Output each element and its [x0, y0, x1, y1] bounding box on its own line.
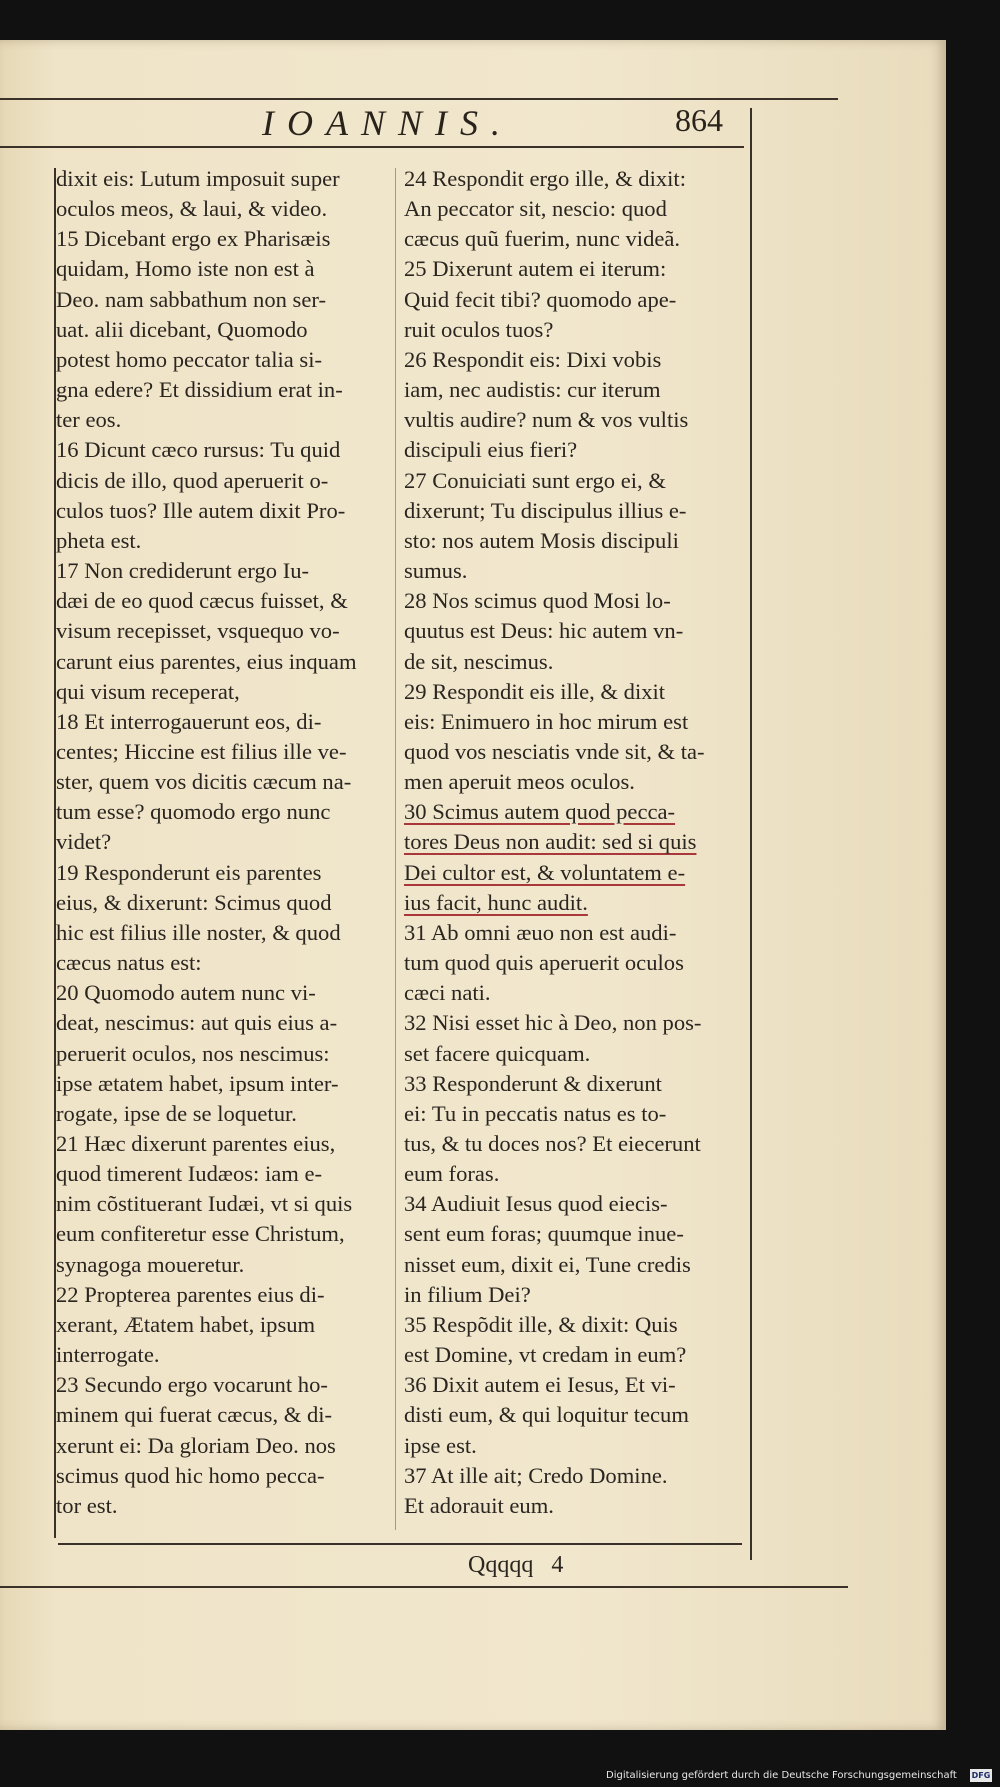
text-line: ipse ætatem habet, ipsum inter- [56, 1070, 339, 1096]
text-line: 17 Non crediderunt ergo Iu- [56, 558, 310, 584]
text-line: oculos meos, & laui, & video. [56, 196, 328, 222]
text-line: sto: nos autem Mosis discipuli [404, 527, 679, 553]
text-line: 18 Et interrogauerunt eos, di- [56, 708, 322, 734]
text-line: quutus est Deus: hic autem vn- [404, 618, 684, 644]
text-line: ter eos. [56, 407, 122, 433]
text-line: 31 Ab omni æuo non est audi- [404, 919, 677, 945]
header-rule-top [0, 98, 838, 100]
text-line: interrogate. [56, 1342, 160, 1368]
bottom-rule [58, 1543, 742, 1545]
text-line: 28 Nos scimus quod Mosi lo- [404, 588, 671, 614]
text-line: rogate, ipse de se loquetur. [56, 1100, 297, 1126]
text-line: de sit, nescimus. [404, 648, 554, 674]
text-line: 21 Hæc dixerunt parentes eius, [56, 1131, 336, 1156]
text-line: minem qui fuerat cæcus, & di- [56, 1402, 333, 1428]
text-line: 15 Dicebant ergo ex Pharisæis [56, 226, 331, 252]
text-line: disti eum, & qui loquitur tecum [404, 1402, 689, 1428]
text-line: sumus. [404, 558, 468, 584]
text-line: ster, quem vos dicitis cæcum na- [56, 769, 352, 795]
column-separator [395, 168, 396, 1530]
text-line: ruit oculos tuos? [404, 316, 554, 342]
text-line: ius facit, hunc audit. [404, 889, 588, 915]
text-line: 23 Secundo ergo vocarunt ho- [56, 1372, 328, 1398]
text-line: centes; Hiccine est filius ille ve- [56, 738, 347, 764]
text-line: 32 Nisi esset hic à Deo, non pos- [404, 1010, 702, 1036]
text-line: synagoga moueretur. [56, 1251, 245, 1277]
text-line: 22 Propterea parentes eius di- [56, 1281, 325, 1307]
text-line: tum quod quis aperuerit oculos [404, 950, 684, 976]
text-line: 33 Responderunt & dixerunt [404, 1070, 662, 1096]
text-line: 30 Scimus autem quod pecca- [404, 799, 676, 825]
text-line: men aperuit meos oculos. [404, 769, 635, 795]
text-line: Quid fecit tibi? quomodo ape- [404, 286, 677, 312]
text-line: 27 Conuiciati sunt ergo ei, & [404, 467, 666, 493]
text-line: culos tuos? Ille autem dixit Pro- [56, 497, 346, 523]
footer-rule [0, 1586, 848, 1588]
text-line: dixit eis: Lutum imposuit super [56, 166, 340, 191]
text-line: peruerit oculos, nos nescimus: [56, 1040, 330, 1066]
text-line: 16 Dicunt cæco rursus: Tu quid [56, 437, 341, 463]
right-margin-rule [750, 108, 752, 1560]
text-line: cæci nati. [404, 980, 491, 1006]
text-line: xerant, Ætatem habet, ipsum [56, 1311, 316, 1337]
text-line: ei: Tu in peccatis natus es to- [404, 1100, 667, 1126]
right-text-column [404, 164, 744, 1521]
text-line: nisset eum, dixit ei, Tune credis [404, 1251, 691, 1277]
digitization-credit: Digitalisierung gefördert durch die Deutsche Forschungsgemeinschaft [606, 1770, 957, 1781]
text-line: quod vos nesciatis vnde sit, & ta- [404, 738, 705, 764]
text-line: eum foras. [404, 1161, 500, 1187]
text-line: 25 Dixerunt autem ei iterum: [404, 256, 667, 282]
text-line: uat. alii dicebant, Quomodo [56, 316, 308, 342]
text-line: dixerunt; Tu discipulus illius e- [404, 497, 687, 523]
text-line: discipuli eius fieri? [404, 437, 578, 463]
text-line: tus, & tu doces nos? Et eiecerunt [404, 1131, 701, 1156]
text-line: Et adorauit eum. [404, 1492, 554, 1518]
text-line: eis: Enimuero in hoc mirum est [404, 708, 689, 734]
text-line: Deo. nam sabbathum non ser- [56, 286, 326, 312]
text-line: ipse est. [404, 1432, 477, 1458]
text-line: visum recepisset, vsquequo vo- [56, 618, 340, 644]
text-line: eius, & dixerunt: Scimus quod [56, 889, 332, 915]
text-line: 34 Audiuit Iesus quod eiecis- [404, 1191, 668, 1217]
text-line: potest homo peccator talia si- [56, 346, 323, 372]
text-line: dæi de eo quod cæcus fuisset, & [56, 588, 348, 614]
text-line: eum confiteretur esse Christum, [56, 1221, 345, 1247]
text-line: vultis audire? num & vos vultis [404, 407, 689, 433]
text-line: sent eum foras; quumque inue- [404, 1221, 684, 1247]
text-line: 29 Respondit eis ille, & dixit [404, 678, 666, 704]
text-line: pheta est. [56, 527, 142, 553]
text-line: tor est. [56, 1492, 118, 1518]
text-line: deat, nescimus: aut quis eius a- [56, 1010, 338, 1036]
left-text-column [56, 164, 392, 1521]
text-line: 20 Quomodo autem nunc vi- [56, 980, 316, 1006]
text-line: est Domine, vt credam in eum? [404, 1342, 687, 1368]
text-line: dicis de illo, quod aperuerit o- [56, 467, 329, 493]
text-line: qui visum receperat, [56, 678, 240, 704]
text-line: set facere quicquam. [404, 1040, 591, 1066]
text-line: 36 Dixit autem ei Iesus, Et vi- [404, 1372, 676, 1398]
text-line: 19 Responderunt eis parentes [56, 859, 322, 885]
dfg-logo: DFG [971, 1771, 991, 1780]
page-header [0, 50, 846, 143]
text-line: quidam, Homo iste non est à [56, 256, 315, 282]
text-line: Dei cultor est, & voluntatem e- [404, 859, 686, 885]
text-line: videt? [56, 829, 112, 855]
text-line: tum esse? quomodo ergo nunc [56, 799, 331, 825]
text-line: cæcus quũ fuerim, nunc videã. [404, 226, 681, 252]
signature-mark: Qqqqq 4 [468, 1552, 564, 1578]
text-line: xerunt ei: Da gloriam Deo. nos [56, 1432, 336, 1458]
text-line: 37 At ille ait; Credo Domine. [404, 1462, 668, 1488]
text-line: iam, nec audistis: cur iterum [404, 377, 661, 403]
text-line: nim cõstituerant Iudæi, vt si quis [56, 1191, 353, 1217]
text-line: gna edere? Et dissidium erat in- [56, 377, 343, 403]
text-line: 35 Respõdit ille, & dixit: Quis [404, 1311, 678, 1337]
page-number: 864 [675, 102, 723, 138]
running-title: IOANNIS. [262, 103, 513, 143]
text-line: cæcus natus est: [56, 950, 202, 976]
text-line: quod timerent Iudæos: iam e- [56, 1161, 323, 1187]
text-line: An peccator sit, nescio: quod [404, 196, 667, 222]
text-line: scimus quod hic homo pecca- [56, 1462, 325, 1488]
text-line: hic est filius ille noster, & quod [56, 919, 341, 945]
text-line: 24 Respondit ergo ille, & dixit: [404, 166, 686, 191]
text-line: in filium Dei? [404, 1281, 531, 1307]
text-line: carunt eius parentes, eius inquam [56, 648, 357, 674]
header-rule-bottom [0, 146, 744, 148]
text-line: 26 Respondit eis: Dixi vobis [404, 346, 662, 372]
text-line: tores Deus non audit: sed si quis [404, 829, 697, 855]
